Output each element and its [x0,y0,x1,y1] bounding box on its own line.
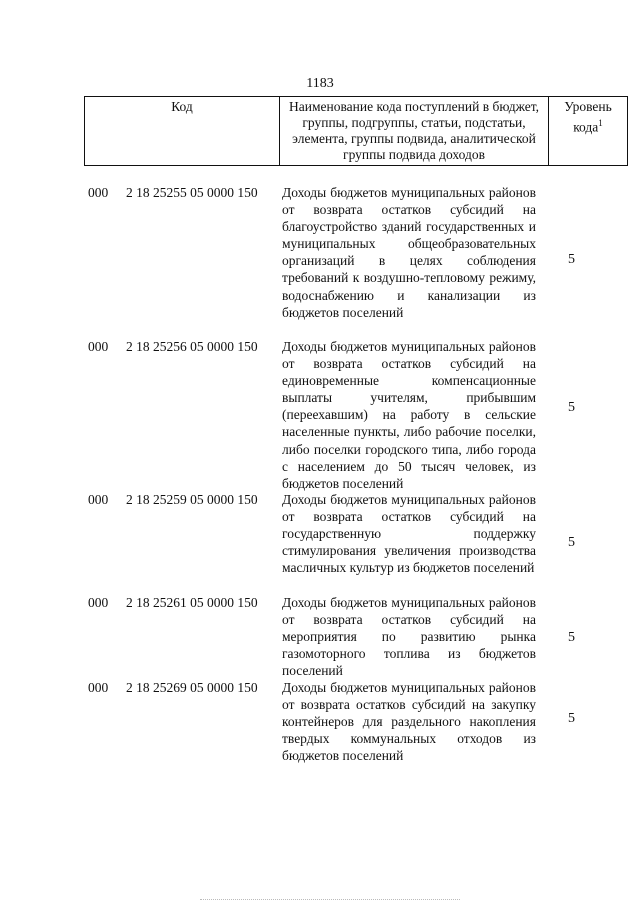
revenue-code: 2 18 25269 05 0000 150 [126,680,258,695]
code-level: 5 [568,252,575,267]
revenue-code: 2 18 25255 05 0000 150 [126,185,258,200]
table-row [84,491,606,594]
revenue-code: 2 18 25256 05 0000 150 [126,339,258,354]
revenue-code: 2 18 25261 05 0000 150 [126,595,258,610]
revenue-name: Доходы бюджетов муниципальных районов от возврата остатков субсидий на благоустройство зданий государственных и муниципальных общеобразовательных организаций в целях соблюдения требований к воздушно-тепловому режиму, водоснабжению и канализации из бюджетов поселений [282,185,536,320]
revenue-code: 2 18 25259 05 0000 150 [126,492,258,507]
code-level: 5 [568,630,575,645]
admin-code: 000 [88,185,109,200]
admin-code: 000 [88,492,109,507]
table-row [84,679,606,765]
revenue-name: Доходы бюджетов муниципальных районов от возврата остатков субсидий на государственную поддержку стимулирования увеличения производства масличных культур из бюджетов поселений [282,492,536,576]
table-header [84,96,628,166]
scan-edge-divider [200,899,460,902]
table-row [84,338,606,491]
revenue-name: Доходы бюджетов муниципальных районов от возврата остатков субсидий на единовременные компенсационные выплаты учителям, прибывшим (переехавшим) на работу в сельские населенные пункты, либо рабочие поселки, либо поселки городского типа, либо города с населением до 50 тысяч человек, из бюджетов поселений [282,339,536,491]
table-body [84,184,606,765]
admin-code: 000 [88,339,109,354]
revenue-name: Доходы бюджетов муниципальных районов от возврата остатков субсидий на мероприятия по развитию рынка газомоторного топлива из бюджетов поселений [282,595,536,679]
header-level-label: Уровень кода [564,99,612,135]
header-name: Наименование кода поступлений в бюджет, группы, подгруппы, статьи, подстатьи, элемента, группы подвида, аналитической группы подвида доходов [280,97,549,166]
admin-code: 000 [88,595,109,610]
header-level-footnote: 1 [598,118,603,128]
code-level: 5 [568,400,575,415]
table-row [84,594,606,679]
header-level [549,97,628,166]
header-code: Код [85,97,280,166]
revenue-name: Доходы бюджетов муниципальных районов от возврата остатков субсидий на закупку контейнеров для раздельного накопления твердых коммунальных отходов из бюджетов поселений [282,680,536,764]
page-number: 1183 [306,76,334,91]
table-row [84,184,606,338]
code-level: 5 [568,711,575,726]
admin-code: 000 [88,680,109,695]
code-level: 5 [568,535,575,550]
